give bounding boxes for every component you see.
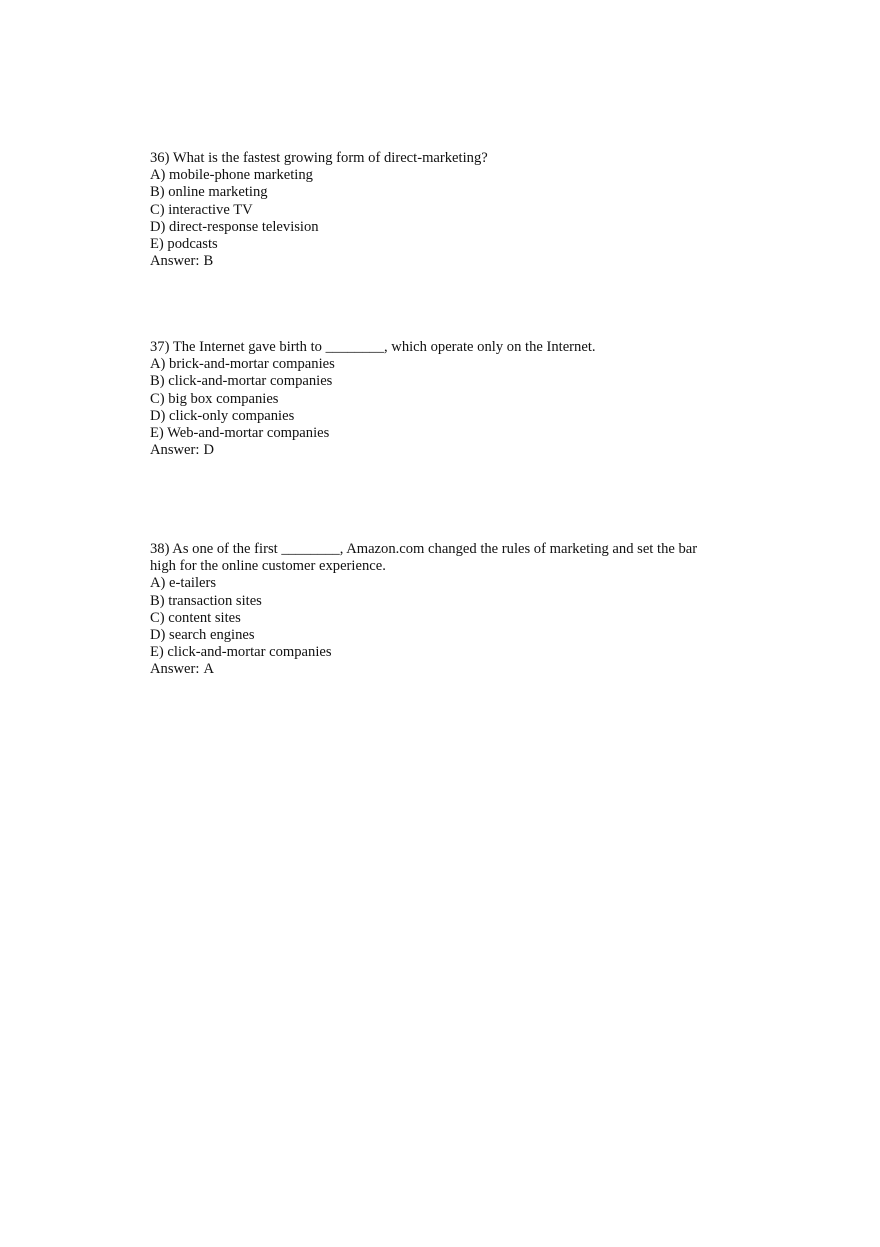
question-stem: 37) The Internet gave birth to ________, which operate only on the Internet. <box>150 339 596 355</box>
question-37 <box>150 339 725 459</box>
answer-option-b: B) transaction sites <box>150 592 262 609</box>
answer-option-c: C) interactive TV <box>150 201 253 218</box>
answer-value: D <box>203 442 214 459</box>
question-36 <box>150 150 725 270</box>
answer-option-d: D) search engines <box>150 627 255 644</box>
answer-option-e: E) click-and-mortar companies <box>150 644 332 661</box>
answer-option-e: E) Web-and-mortar companies <box>150 425 330 442</box>
answer-line <box>150 442 725 459</box>
answer-value: A <box>203 661 214 678</box>
answer-option-e: E) podcasts <box>150 236 218 253</box>
answer-label: Answer: <box>150 253 200 270</box>
answer-option-d: D) click-only companies <box>150 407 295 424</box>
question-38 <box>150 541 725 679</box>
answer-line <box>150 253 725 270</box>
answer-option-a: A) mobile-phone marketing <box>150 167 313 184</box>
answer-option-a: A) e-tailers <box>150 575 217 592</box>
question-stem: 38) As one of the first ________, Amazon.com changed the rules of marketing and set the bar high for the online customer experience. <box>150 541 698 575</box>
answer-option-b: B) click-and-mortar companies <box>150 373 333 390</box>
answer-label: Answer: <box>150 442 200 459</box>
answer-option-d: D) direct-response television <box>150 218 319 235</box>
answer-value: B <box>203 253 214 270</box>
answer-option-b: B) online marketing <box>150 184 268 201</box>
answer-option-c: C) big box companies <box>150 390 279 407</box>
answer-option-a: A) brick-and-mortar companies <box>150 356 335 373</box>
answer-label: Answer: <box>150 661 200 678</box>
answer-option-c: C) content sites <box>150 609 241 626</box>
answer-line <box>150 661 725 678</box>
question-stem: 36) What is the fastest growing form of direct-marketing? <box>150 150 488 166</box>
